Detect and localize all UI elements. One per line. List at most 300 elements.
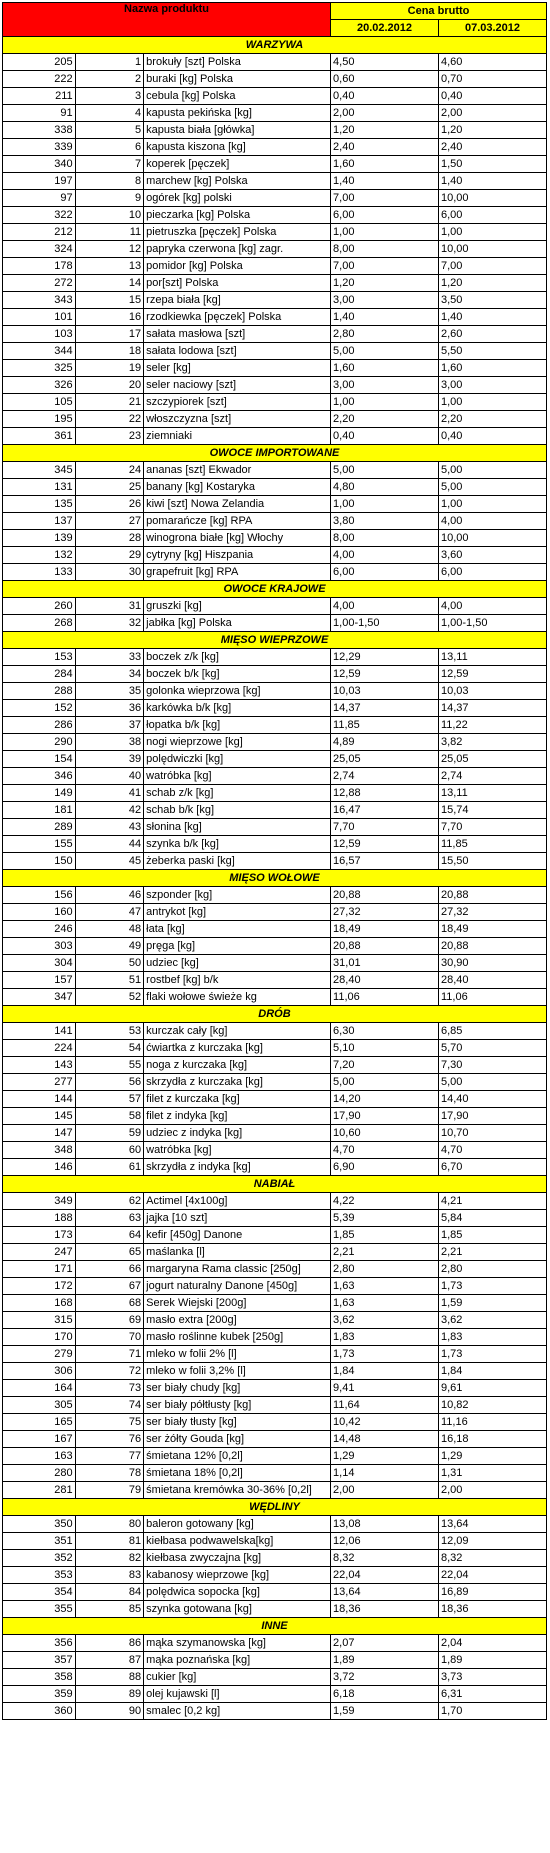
price-date-2-cell: 13,64 [438,1516,546,1533]
product-id-cell: 326 [3,377,76,394]
price-date-1-cell: 4,89 [331,734,439,751]
product-id-cell: 360 [3,1703,76,1720]
price-date-1-cell: 0,40 [331,428,439,445]
product-name-cell: ćwiartka z kurczaka [kg] [144,1040,331,1057]
table-row [3,173,547,190]
price-date-2-cell: 3,73 [438,1669,546,1686]
table-row [3,904,547,921]
table-row [3,1244,547,1261]
category-row [3,445,547,462]
product-number-cell: 39 [75,751,144,768]
product-number-cell: 33 [75,649,144,666]
table-row [3,156,547,173]
product-id-cell: 170 [3,1329,76,1346]
product-number-cell: 13 [75,258,144,275]
product-number-cell: 53 [75,1023,144,1040]
product-id-cell: 277 [3,1074,76,1091]
product-id-cell: 340 [3,156,76,173]
table-row [3,292,547,309]
product-id-cell: 272 [3,275,76,292]
price-date-2-cell: 2,74 [438,768,546,785]
price-date-1-cell: 5,39 [331,1210,439,1227]
price-date-1-cell: 4,00 [331,598,439,615]
table-row [3,819,547,836]
product-number-cell: 59 [75,1125,144,1142]
product-id-cell: 358 [3,1669,76,1686]
product-number-cell: 88 [75,1669,144,1686]
product-id-cell: 164 [3,1380,76,1397]
table-row [3,547,547,564]
price-date-2-cell: 2,20 [438,411,546,428]
table-row [3,326,547,343]
product-name-cell: żeberka paski [kg] [144,853,331,870]
product-number-cell: 10 [75,207,144,224]
price-date-2-cell: 4,21 [438,1193,546,1210]
price-date-1-cell: 7,20 [331,1057,439,1074]
product-name-cell: jabłka [kg] Polska [144,615,331,632]
table-row [3,836,547,853]
table-row [3,1346,547,1363]
price-date-1-cell: 3,80 [331,513,439,530]
price-date-1-cell: 11,64 [331,1397,439,1414]
product-name-cell: sałata masłowa [szt] [144,326,331,343]
product-name-cell: marchew [kg] Polska [144,173,331,190]
product-name-cell: rzodkiewka [pęczek] Polska [144,309,331,326]
product-name-cell: cytryny [kg] Hiszpania [144,547,331,564]
price-date-1-cell: 17,90 [331,1108,439,1125]
product-id-cell: 205 [3,54,76,71]
product-number-cell: 27 [75,513,144,530]
table-row [3,1312,547,1329]
price-date-1-cell: 2,80 [331,326,439,343]
price-date-1-cell: 16,57 [331,853,439,870]
product-id-cell: 172 [3,1278,76,1295]
price-date-1-cell: 2,80 [331,1261,439,1278]
price-date-1-cell: 13,08 [331,1516,439,1533]
product-number-cell: 56 [75,1074,144,1091]
price-date-2-cell: 3,50 [438,292,546,309]
product-number-cell: 20 [75,377,144,394]
product-id-cell: 280 [3,1465,76,1482]
table-row [3,275,547,292]
product-id-cell: 346 [3,768,76,785]
product-name-cell: kapusta kiszona [kg] [144,139,331,156]
product-number-cell: 9 [75,190,144,207]
price-date-1-cell: 1,20 [331,275,439,292]
price-date-2-cell: 13,11 [438,649,546,666]
product-number-cell: 67 [75,1278,144,1295]
price-date-2-cell: 2,00 [438,1482,546,1499]
product-id-cell: 157 [3,972,76,989]
product-name-cell: por[szt] Polska [144,275,331,292]
price-date-1-cell: 4,00 [331,547,439,564]
price-date-2-cell: 10,70 [438,1125,546,1142]
price-date-1-cell: 1,60 [331,156,439,173]
product-id-cell: 315 [3,1312,76,1329]
product-name-header: Nazwa produktu [3,3,331,37]
price-date-2-cell: 6,70 [438,1159,546,1176]
product-id-cell: 284 [3,666,76,683]
price-date-1-cell: 12,29 [331,649,439,666]
product-number-cell: 66 [75,1261,144,1278]
product-id-cell: 154 [3,751,76,768]
product-name-cell: ziemniaki [144,428,331,445]
price-date-1-cell: 5,00 [331,343,439,360]
price-date-2-cell: 1,00 [438,496,546,513]
price-date-2-cell: 3,82 [438,734,546,751]
table-row [3,1465,547,1482]
product-id-cell: 268 [3,615,76,632]
price-date-2-cell: 4,00 [438,598,546,615]
product-number-cell: 37 [75,717,144,734]
price-date-1-cell: 5,00 [331,462,439,479]
price-table [2,2,547,1720]
price-date-2-cell: 10,00 [438,241,546,258]
price-date-2-cell: 2,21 [438,1244,546,1261]
product-name-cell: mąka poznańska [kg] [144,1652,331,1669]
price-date-2-cell: 10,00 [438,530,546,547]
product-name-cell: kiwi [szt] Nowa Zelandia [144,496,331,513]
table-row [3,802,547,819]
product-number-cell: 55 [75,1057,144,1074]
product-number-cell: 58 [75,1108,144,1125]
price-date-2-cell: 20,88 [438,938,546,955]
product-name-cell: golonka wieprzowa [kg] [144,683,331,700]
price-date-2-cell: 1,20 [438,122,546,139]
price-date-2-cell: 1,31 [438,1465,546,1482]
price-date-1-cell: 12,59 [331,666,439,683]
product-name-cell: seler [kg] [144,360,331,377]
product-name-cell: ser biały chudy [kg] [144,1380,331,1397]
product-name-cell: śmietana 18% [0,2l] [144,1465,331,1482]
price-date-1-cell: 16,47 [331,802,439,819]
price-date-1-cell: 1,29 [331,1448,439,1465]
product-id-cell: 354 [3,1584,76,1601]
product-name-cell: włoszczyzna [szt] [144,411,331,428]
product-name-cell: sałata lodowa [szt] [144,343,331,360]
product-id-cell: 306 [3,1363,76,1380]
product-name-cell: słonina [kg] [144,819,331,836]
price-date-2-cell: 10,00 [438,190,546,207]
product-name-cell: winogrona białe [kg] Włochy [144,530,331,547]
product-id-cell: 348 [3,1142,76,1159]
product-name-cell: grapefruit [kg] RPA [144,564,331,581]
price-date-2-cell: 11,85 [438,836,546,853]
table-row [3,258,547,275]
product-number-cell: 79 [75,1482,144,1499]
price-date-1-cell: 3,62 [331,1312,439,1329]
product-name-cell: boczek z/k [kg] [144,649,331,666]
product-number-cell: 46 [75,887,144,904]
product-id-cell: 97 [3,190,76,207]
product-number-cell: 30 [75,564,144,581]
product-id-cell: 173 [3,1227,76,1244]
product-id-cell: 359 [3,1686,76,1703]
product-number-cell: 69 [75,1312,144,1329]
product-id-cell: 246 [3,921,76,938]
price-date-2-cell: 13,11 [438,785,546,802]
price-date-2-cell: 5,84 [438,1210,546,1227]
table-row [3,309,547,326]
price-date-2-cell: 2,80 [438,1261,546,1278]
price-date-2-cell: 1,00-1,50 [438,615,546,632]
product-number-cell: 47 [75,904,144,921]
table-row [3,1550,547,1567]
table-row [3,1142,547,1159]
category-label: INNE [3,1618,547,1635]
price-date-2-cell: 0,70 [438,71,546,88]
product-name-cell: kapusta biała [główka] [144,122,331,139]
price-date-1-cell: 11,06 [331,989,439,1006]
price-date-2-cell: 2,00 [438,105,546,122]
price-date-2-cell: 1,00 [438,394,546,411]
price-date-1-cell: 18,36 [331,1601,439,1618]
price-date-1-cell: 4,80 [331,479,439,496]
price-date-1-cell: 7,00 [331,258,439,275]
product-number-cell: 49 [75,938,144,955]
product-id-cell: 338 [3,122,76,139]
product-id-cell: 286 [3,717,76,734]
price-date-1-cell: 2,07 [331,1635,439,1652]
product-number-cell: 44 [75,836,144,853]
table-row [3,1108,547,1125]
price-date-2-cell: 3,00 [438,377,546,394]
product-number-cell: 15 [75,292,144,309]
product-id-cell: 152 [3,700,76,717]
product-id-cell: 149 [3,785,76,802]
price-date-2-cell: 4,70 [438,1142,546,1159]
table-row [3,1023,547,1040]
product-name-cell: brokuły [szt] Polska [144,54,331,71]
product-name-cell: udziec [kg] [144,955,331,972]
price-date-1-cell: 20,88 [331,887,439,904]
price-date-2-cell: 14,40 [438,1091,546,1108]
product-number-cell: 57 [75,1091,144,1108]
category-row [3,1006,547,1023]
product-name-cell: pręga [kg] [144,938,331,955]
table-row [3,1227,547,1244]
table-row [3,717,547,734]
product-name-cell: pomidor [kg] Polska [144,258,331,275]
price-date-1-cell: 25,05 [331,751,439,768]
product-name-cell: skrzydła z indyka [kg] [144,1159,331,1176]
price-date-1-cell: 10,42 [331,1414,439,1431]
product-name-cell: szynka gotowana [kg] [144,1601,331,1618]
category-row [3,581,547,598]
category-row [3,1176,547,1193]
product-name-cell: szynka b/k [kg] [144,836,331,853]
price-date-2-cell: 7,70 [438,819,546,836]
product-name-cell: filet z kurczaka [kg] [144,1091,331,1108]
product-number-cell: 23 [75,428,144,445]
product-number-cell: 17 [75,326,144,343]
price-date-1-cell: 6,00 [331,564,439,581]
product-id-cell: 150 [3,853,76,870]
price-date-1-cell: 1,00 [331,224,439,241]
product-id-cell: 260 [3,598,76,615]
price-date-2-cell: 0,40 [438,428,546,445]
price-date-2-cell: 16,18 [438,1431,546,1448]
product-name-cell: ogórek [kg] polski [144,190,331,207]
price-date-1-cell: 2,74 [331,768,439,785]
product-number-cell: 60 [75,1142,144,1159]
price-date-2-cell: 10,03 [438,683,546,700]
price-date-2-cell: 20,88 [438,887,546,904]
product-name-cell: noga z kurczaka [kg] [144,1057,331,1074]
table-row [3,1380,547,1397]
date-header-2: 07.03.2012 [438,20,546,37]
table-row [3,1584,547,1601]
table-row [3,1278,547,1295]
price-date-1-cell: 13,64 [331,1584,439,1601]
product-name-cell: Serek Wiejski [200g] [144,1295,331,1312]
product-name-cell: kurczak cały [kg] [144,1023,331,1040]
product-id-cell: 344 [3,343,76,360]
price-date-2-cell: 1,20 [438,275,546,292]
product-id-cell: 325 [3,360,76,377]
table-row [3,1652,547,1669]
product-number-cell: 87 [75,1652,144,1669]
price-date-1-cell: 1,20 [331,122,439,139]
price-date-1-cell: 12,06 [331,1533,439,1550]
product-name-cell: szczypiorek [szt] [144,394,331,411]
product-name-cell: cukier [kg] [144,1669,331,1686]
price-date-1-cell: 1,85 [331,1227,439,1244]
product-name-cell: banany [kg] Kostaryka [144,479,331,496]
price-date-1-cell: 8,00 [331,530,439,547]
product-id-cell: 91 [3,105,76,122]
product-id-cell: 288 [3,683,76,700]
table-row [3,54,547,71]
price-date-1-cell: 1,00 [331,496,439,513]
product-name-cell: pieczarka [kg] Polska [144,207,331,224]
price-date-2-cell: 5,70 [438,1040,546,1057]
price-date-1-cell: 7,70 [331,819,439,836]
table-row [3,1074,547,1091]
product-name-cell: buraki [kg] Polska [144,71,331,88]
price-date-2-cell: 1,60 [438,360,546,377]
price-date-2-cell: 16,89 [438,1584,546,1601]
category-row [3,37,547,54]
price-date-1-cell: 6,18 [331,1686,439,1703]
product-number-cell: 11 [75,224,144,241]
price-date-2-cell: 4,00 [438,513,546,530]
product-number-cell: 75 [75,1414,144,1431]
table-row [3,1669,547,1686]
table-row [3,1635,547,1652]
category-label: NABIAŁ [3,1176,547,1193]
price-date-1-cell: 0,60 [331,71,439,88]
price-date-1-cell: 22,04 [331,1567,439,1584]
product-id-cell: 137 [3,513,76,530]
product-name-cell: szponder [kg] [144,887,331,904]
product-number-cell: 78 [75,1465,144,1482]
table-row [3,530,547,547]
product-id-cell: 345 [3,462,76,479]
product-name-cell: mąka szymanowska [kg] [144,1635,331,1652]
product-number-cell: 54 [75,1040,144,1057]
table-row [3,734,547,751]
product-name-cell: kapusta pekińska [kg] [144,105,331,122]
price-date-2-cell: 1,73 [438,1346,546,1363]
product-id-cell: 290 [3,734,76,751]
product-name-cell: schab b/k [kg] [144,802,331,819]
product-id-cell: 165 [3,1414,76,1431]
price-date-1-cell: 10,60 [331,1125,439,1142]
price-date-1-cell: 27,32 [331,904,439,921]
product-name-cell: kiełbasa podwawelska[kg] [144,1533,331,1550]
product-number-cell: 80 [75,1516,144,1533]
product-id-cell: 304 [3,955,76,972]
product-name-cell: boczek b/k [kg] [144,666,331,683]
price-date-2-cell: 8,32 [438,1550,546,1567]
product-number-cell: 43 [75,819,144,836]
price-date-1-cell: 6,90 [331,1159,439,1176]
price-date-1-cell: 1,84 [331,1363,439,1380]
product-number-cell: 21 [75,394,144,411]
product-number-cell: 72 [75,1363,144,1380]
price-date-2-cell: 25,05 [438,751,546,768]
category-label: OWOCE KRAJOWE [3,581,547,598]
product-id-cell: 352 [3,1550,76,1567]
price-date-2-cell: 14,37 [438,700,546,717]
product-name-cell: łopatka b/k [kg] [144,717,331,734]
price-date-2-cell: 6,00 [438,207,546,224]
product-id-cell: 322 [3,207,76,224]
product-id-cell: 351 [3,1533,76,1550]
product-id-cell: 178 [3,258,76,275]
table-row [3,683,547,700]
product-name-cell: polędwica sopocka [kg] [144,1584,331,1601]
price-date-1-cell: 8,00 [331,241,439,258]
product-number-cell: 24 [75,462,144,479]
price-date-1-cell: 28,40 [331,972,439,989]
price-date-2-cell: 15,74 [438,802,546,819]
price-date-1-cell: 11,85 [331,717,439,734]
product-name-cell: masło extra [200g] [144,1312,331,1329]
product-id-cell: 347 [3,989,76,1006]
price-date-2-cell: 1,84 [438,1363,546,1380]
product-number-cell: 7 [75,156,144,173]
product-id-cell: 339 [3,139,76,156]
product-name-cell: mleko w folii 2% [l] [144,1346,331,1363]
price-date-2-cell: 5,50 [438,343,546,360]
price-date-2-cell: 1,85 [438,1227,546,1244]
product-id-cell: 141 [3,1023,76,1040]
product-number-cell: 63 [75,1210,144,1227]
price-date-2-cell: 17,90 [438,1108,546,1125]
product-number-cell: 73 [75,1380,144,1397]
price-date-2-cell: 27,32 [438,904,546,921]
table-row [3,1159,547,1176]
price-date-1-cell: 12,88 [331,785,439,802]
product-name-cell: maślanka [l] [144,1244,331,1261]
table-row [3,921,547,938]
product-name-cell: jajka [10 szt] [144,1210,331,1227]
product-number-cell: 71 [75,1346,144,1363]
product-number-cell: 50 [75,955,144,972]
product-id-cell: 155 [3,836,76,853]
table-row [3,615,547,632]
price-date-2-cell: 1,40 [438,309,546,326]
price-date-1-cell: 1,40 [331,173,439,190]
product-name-cell: antrykot [kg] [144,904,331,921]
product-id-cell: 131 [3,479,76,496]
table-row [3,1057,547,1074]
table-row [3,343,547,360]
price-date-1-cell: 1,63 [331,1278,439,1295]
product-id-cell: 324 [3,241,76,258]
